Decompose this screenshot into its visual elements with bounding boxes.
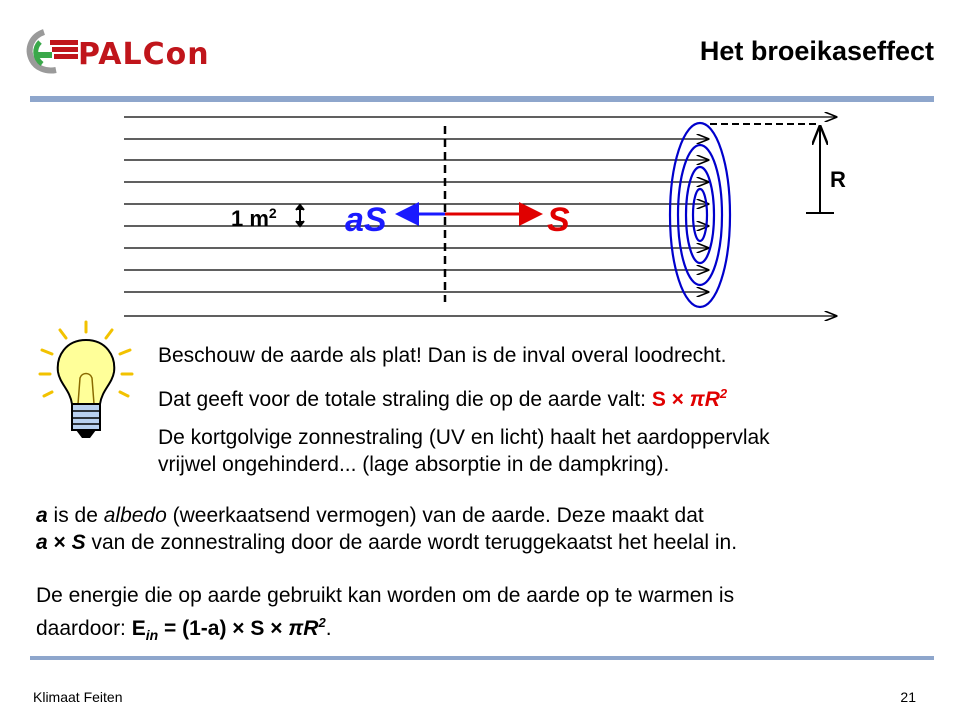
- albedo-text-1: is de: [47, 504, 104, 527]
- pi-r-squared-2: πR: [288, 617, 319, 640]
- reflected-label: aS: [345, 201, 387, 239]
- incoming-label: S: [547, 201, 570, 239]
- symbol-E: E: [131, 617, 146, 640]
- energy-end: .: [325, 617, 332, 640]
- paragraph-total-radiation: [158, 380, 727, 413]
- logo-text: PALCon: [78, 37, 210, 72]
- radiation-diagram: [0, 0, 960, 340]
- shortwave-line-1: De kortgolvige zonnestraling (UV en licht) haalt het aardoppervlak: [158, 426, 770, 449]
- paragraph-albedo: [36, 502, 737, 556]
- energy-line-2: [36, 609, 734, 649]
- lightbulb-icon: [36, 318, 136, 446]
- paragraph-shortwave: [158, 424, 770, 478]
- albedo-line-2: [36, 529, 737, 556]
- albedo-line-1: [36, 502, 737, 529]
- radius-label: R: [830, 167, 846, 192]
- albedo-text-3: van de zonnestraling door de aarde wordt teruggekaatst het heelal in.: [85, 531, 738, 554]
- energy-line-1: De energie die op aarde gebruikt kan worden om de aarde op te warmen is: [36, 584, 735, 607]
- times-symbol: ×: [665, 388, 690, 411]
- pi-r-squared: πR: [689, 388, 720, 411]
- symbol-a-2: a: [36, 531, 48, 554]
- page-number: 21: [900, 689, 916, 705]
- energy-pre: daardoor:: [36, 617, 132, 640]
- subscript-in: in: [145, 627, 159, 644]
- albedo-text-2: (weerkaatsend vermogen) van de aarde. Deze maakt dat: [166, 504, 704, 527]
- exponent: 2: [719, 386, 728, 401]
- earth-rings-icon: [670, 123, 730, 307]
- albedo-term: albedo: [103, 504, 167, 527]
- paragraph-flat-earth: Beschouw de aarde als plat! Dan is de inval overal loodrecht.: [158, 344, 727, 367]
- paragraph-energy: [36, 582, 734, 649]
- exponent-2: 2: [318, 615, 326, 630]
- energy-equation: = (1-a) × S ×: [158, 617, 289, 640]
- shortwave-line-2: vrijwel ongehinderd... (lage absorptie in de dampkring).: [158, 453, 670, 476]
- area-label: 1 $m^2$: [231, 205, 277, 231]
- footer-title: Klimaat Feiten: [33, 689, 123, 705]
- symbol-S-2: S: [71, 531, 86, 554]
- symbol-a: a: [36, 504, 48, 527]
- symbol-S: S: [651, 388, 666, 411]
- page-title: Het broeikaseffect: [699, 36, 934, 66]
- footer-divider: [30, 656, 934, 660]
- times-symbol-2: ×: [47, 531, 72, 554]
- area-marker: [296, 205, 304, 226]
- total-radiation-text: Dat geeft voor de totale straling die op de aarde valt:: [158, 388, 652, 411]
